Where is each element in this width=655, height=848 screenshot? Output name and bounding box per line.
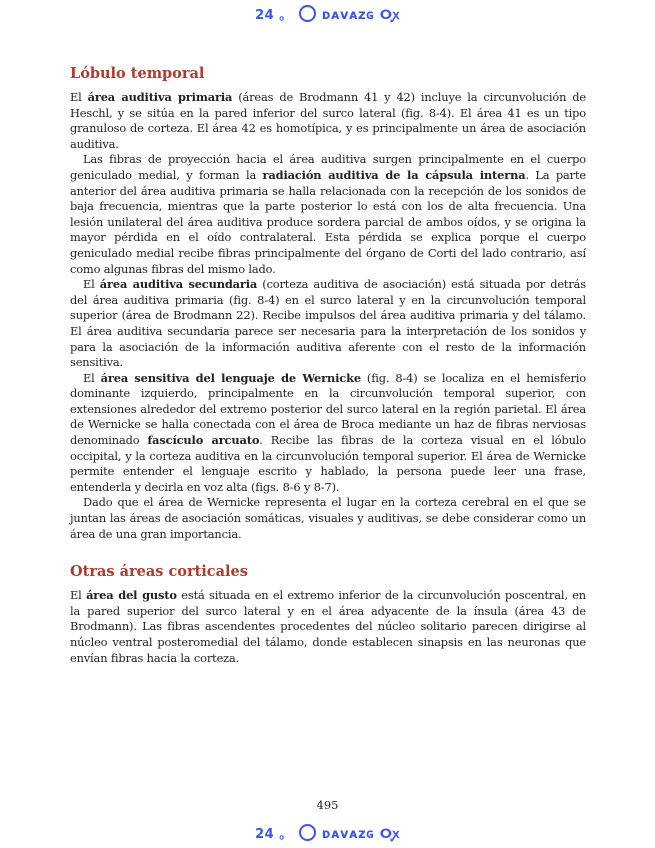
page-content xyxy=(70,64,586,666)
paragraph-projection-fibers: Las fibras de proyección hacia el área auditiva surgen principalmente en el cuerpo geniculado medial, y forman la radiación auditiva de la cápsula interna. La parte anterior del área auditiva primaria se halla relacionada con la recepción de los sonidos de baja frecuencia, mientras que la parte posterior lo está con los de alta frecuencia. Una lesión unilateral del área auditiva produce sordera parcial de ambos oídos, y se origina la mayor pérdida en el oído contralateral. Esta pérdida se explica porque el cuerpo geniculado medial recibe fibras principalmente del órgano de Corti del lado contrario, así como algunas fibras del mismo lado. xyxy=(70,152,586,276)
watermark-right-text: ᴅᴀᴠᴀᴢɢ ⵔꭙ xyxy=(321,8,400,23)
paragraph-taste-area: El área del gusto está situada en el extremo inferior de la circunvolución poscentral, en la pared superior del surco lateral y en el área adyacente de la ínsula (área 43 de Brodmann). Las fibras ascendentes procedentes del núcleo solitario parecen dirigirse al núcleo ventral posteromedial del tálamo, donde establecen sinapsis en las neuronas que envían fibras hacia la corteza. xyxy=(70,588,586,665)
page-number: 495 xyxy=(316,798,339,812)
watermark-left-text: 24 。 xyxy=(255,827,293,842)
watermark-top xyxy=(0,4,655,23)
paragraph-wernicke: El área sensitiva del lenguaje de Wernicke (fig. 8-4) se localiza en el hemisferio dominante izquierdo, principalmente en la circunvolución temporal superior, con extensiones alrededor del extremo posterior del surco lateral en la región parietal. El área de Wernicke se halla conectada con el área de Broca mediante un haz de fibras nerviosas denominado fascículo arcuato. Recibe las fibras de la corteza visual en el lóbulo occipital, y la corteza auditiva en la circunvolución temporal superior. El área de Wernicke permite entender el lenguaje escrito y hablado, la persona puede leer una frase, entenderla y decirla en voz alta (figs. 8-6 y 8-7). xyxy=(70,370,587,494)
paragraph-wernicke-importance: Dado que el área de Wernicke representa el lugar en la corteza cerebral en el que se juntan las áreas de asociación somáticas, visuales y auditivas, se debe considerar como un área de una gran importancia. xyxy=(70,495,586,541)
circle-icon xyxy=(299,824,316,841)
paragraph-primary-auditory: El área auditiva primaria (áreas de Brodmann 41 y 42) incluye la circunvolución de Heschl, y se sitúa en la pared inferior del surco lateral (fig. 8-4). El área 41 es un tipo granuloso de corteza. El área 42 es homotípica, y es principalmente un área de asociación auditiva. xyxy=(70,90,586,151)
watermark-left-text: 24 。 xyxy=(255,8,293,23)
section-heading-other-areas: Otras áreas corticales xyxy=(70,563,248,581)
watermark-right-text: ᴅᴀᴠᴀᴢɢ ⵔꭙ xyxy=(321,827,400,842)
circle-icon xyxy=(299,5,316,22)
paragraph-secondary-auditory: El área auditiva secundaria (corteza auditiva de asociación) está situada por detrás del área auditiva primaria (fig. 8-4) en el surco lateral y en la circunvolución temporal superior (área de Brodmann 22). Recibe impulsos del área auditiva primaria y del tálamo. El área auditiva secundaria parece ser necesaria para la interpretación de los sonidos y para la asociación de la información auditiva aferente con el resto de la información sensitiva. xyxy=(70,277,586,370)
section-heading-temporal: Lóbulo temporal xyxy=(70,65,205,82)
watermark-bottom xyxy=(0,823,655,842)
